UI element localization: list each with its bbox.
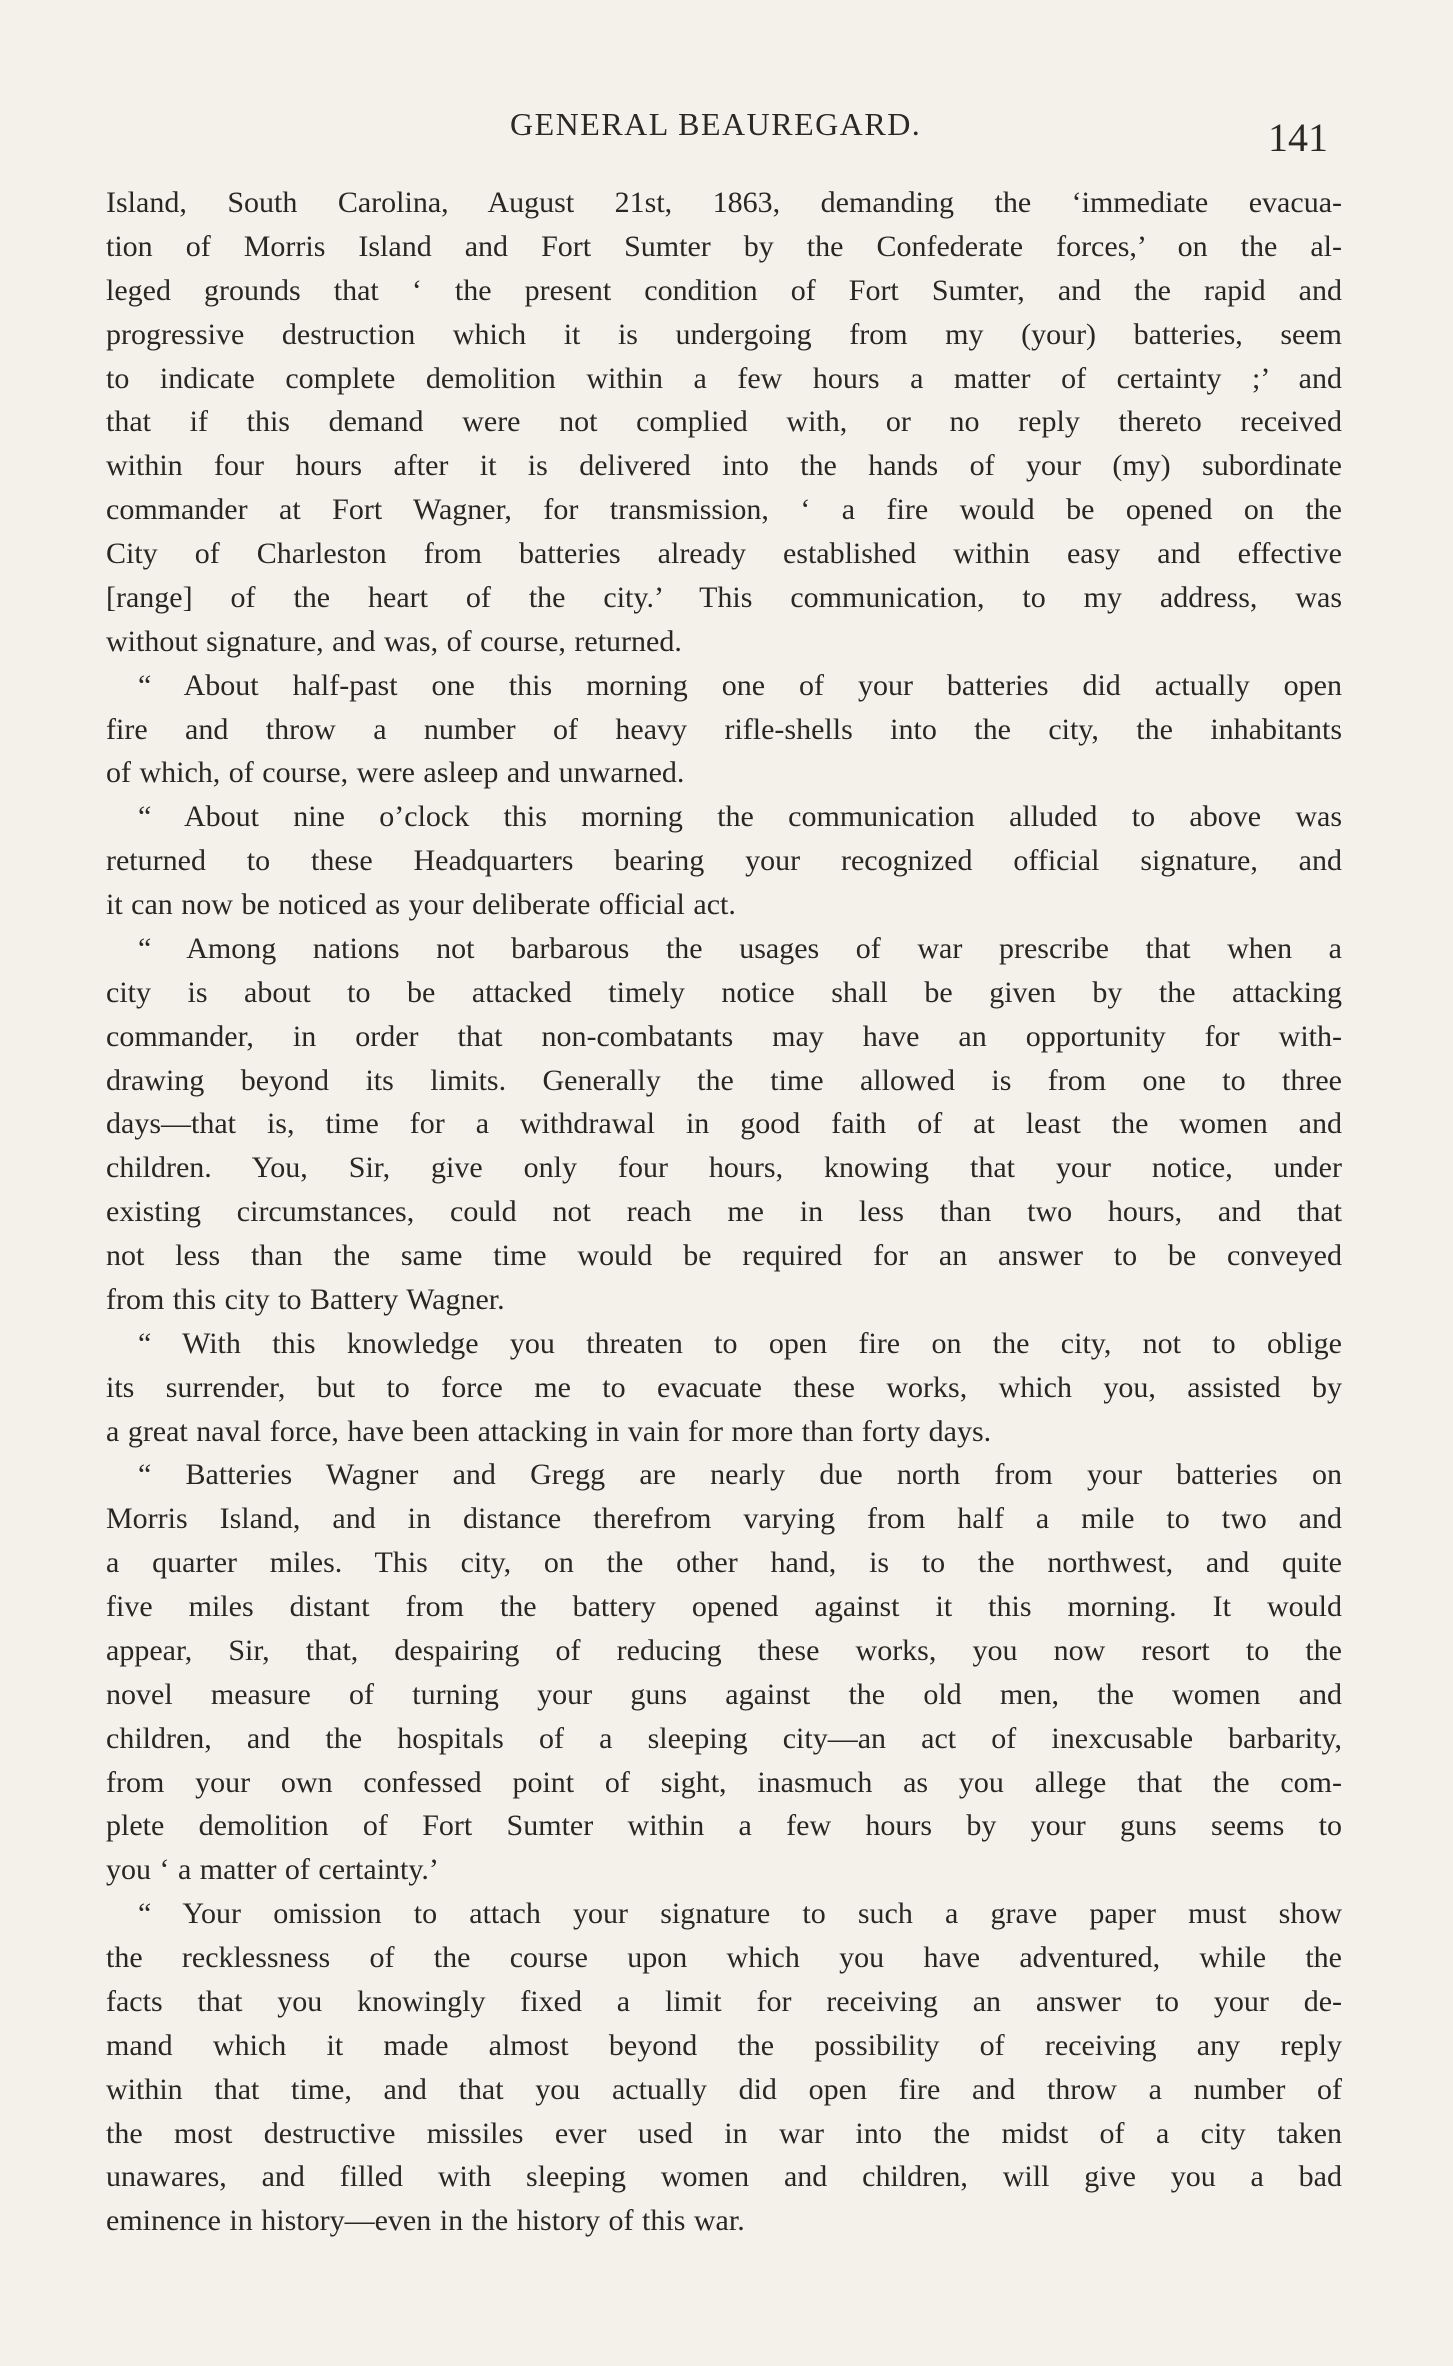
text-line: five miles distant from the battery opened against it this morning. It would xyxy=(106,1590,1342,1623)
text-line: facts that you knowingly fixed a limit for receiving an answer to your de- xyxy=(106,1984,1342,2018)
running-head xyxy=(0,106,1453,162)
text-line: not less than the same time would be required for an answer to be conveyed xyxy=(106,1239,1342,1272)
running-title: GENERAL BEAUREGARD. xyxy=(510,106,922,142)
text-line: a quarter miles. This city, on the other hand, is to the northwest, and quite xyxy=(106,1546,1342,1580)
text-line: drawing beyond its limits. Generally the time allowed is from one to three xyxy=(106,1063,1342,1097)
text-line: mand which it made almost beyond the possibility of receiving any reply xyxy=(106,2028,1342,2062)
text-line: that if this demand were not complied with, or no reply thereto received xyxy=(106,405,1342,439)
text-line: “ Your omission to attach your signature to such a grave paper must show xyxy=(138,1897,1342,1931)
text-line: children, and the hospitals of a sleeping city—an act of inexcusable barbarity, xyxy=(106,1721,1342,1755)
body-text xyxy=(106,181,1342,2243)
text-line: its surrender, but to force me to evacuate these works, which you, assisted by xyxy=(106,1370,1342,1404)
text-line: eminence in history—even in the history of this war. xyxy=(106,2204,745,2238)
text-line: tion of Morris Island and Fort Sumter by the Confederate forces,’ on the al- xyxy=(106,229,1342,263)
text-line: within four hours after it is delivered into the hands of your (my) subordinate xyxy=(106,449,1342,483)
text-line: without signature, and was, of course, returned. xyxy=(106,624,682,658)
text-line: from your own confessed point of sight, inasmuch as you allege that the com- xyxy=(106,1765,1342,1799)
text-line: the recklessness of the course upon which you have adventured, while the xyxy=(106,1941,1342,1974)
text-line: Island, South Carolina, August 21st, 1863, demanding the ‘immediate evacua- xyxy=(106,186,1342,219)
text-line: “ Among nations not barbarous the usages of war prescribe that when a xyxy=(138,931,1342,965)
text-line: Morris Island, and in distance therefrom varying from half a mile to two and xyxy=(106,1502,1342,1536)
text-line: children. You, Sir, give only four hours, knowing that your notice, under xyxy=(106,1151,1342,1185)
text-line: leged grounds that ‘ the present condition of Fort Sumter, and the rapid and xyxy=(106,273,1342,307)
text-line: existing circumstances, could not reach me in less than two hours, and that xyxy=(106,1195,1342,1229)
text-line: “ About nine o’clock this morning the communication alluded to above was xyxy=(138,800,1342,834)
text-line: progressive destruction which it is undergoing from my (your) batteries, seem xyxy=(106,317,1342,351)
text-line: of which, of course, were asleep and unwarned. xyxy=(106,756,685,790)
text-line: a great naval force, have been attacking in vain for more than forty days. xyxy=(106,1414,992,1448)
text-line: the most destructive missiles ever used in war into the midst of a city taken xyxy=(106,2116,1342,2150)
text-line: “ About half-past one this morning one of your batteries did actually open xyxy=(138,668,1342,702)
text-line: days—that is, time for a withdrawal in good faith of at least the women and xyxy=(106,1107,1342,1141)
page-number: 141 xyxy=(1268,115,1328,160)
text-line: plete demolition of Fort Sumter within a few hours by your guns seems to xyxy=(106,1809,1342,1843)
text-line: from this city to Battery Wagner. xyxy=(106,1282,505,1316)
text-line: commander at Fort Wagner, for transmission, ‘ a fire would be opened on the xyxy=(106,493,1342,527)
text-line: “ Batteries Wagner and Gregg are nearly due north from your batteries on xyxy=(138,1458,1342,1492)
text-line: it can now be noticed as your deliberate official act. xyxy=(106,888,736,921)
text-line: City of Charleston from batteries already established within easy and effective xyxy=(106,537,1342,570)
text-line: unawares, and filled with sleeping women and children, will give you a bad xyxy=(106,2160,1342,2194)
text-line: returned to these Headquarters bearing your recognized official signature, and xyxy=(106,844,1342,878)
text-line: [range] of the heart of the city.’ This communication, to my address, was xyxy=(106,580,1342,614)
text-line: city is about to be attacked timely notice shall be given by the attacking xyxy=(106,975,1342,1009)
text-line: you ‘ a matter of certainty.’ xyxy=(106,1853,439,1887)
text-line: commander, in order that non-combatants may have an opportunity for with- xyxy=(106,1019,1342,1053)
text-line: within that time, and that you actually did open fire and throw a number of xyxy=(106,2072,1342,2106)
text-line: fire and throw a number of heavy rifle-shells into the city, the inhabitants xyxy=(106,712,1342,746)
text-line: appear, Sir, that, despairing of reducing these works, you now resort to the xyxy=(106,1633,1342,1667)
text-line: novel measure of turning your guns against the old men, the women and xyxy=(106,1677,1342,1711)
text-line: to indicate complete demolition within a few hours a matter of certainty ;’ and xyxy=(106,361,1342,395)
text-line: “ With this knowledge you threaten to open fire on the city, not to oblige xyxy=(138,1326,1342,1360)
